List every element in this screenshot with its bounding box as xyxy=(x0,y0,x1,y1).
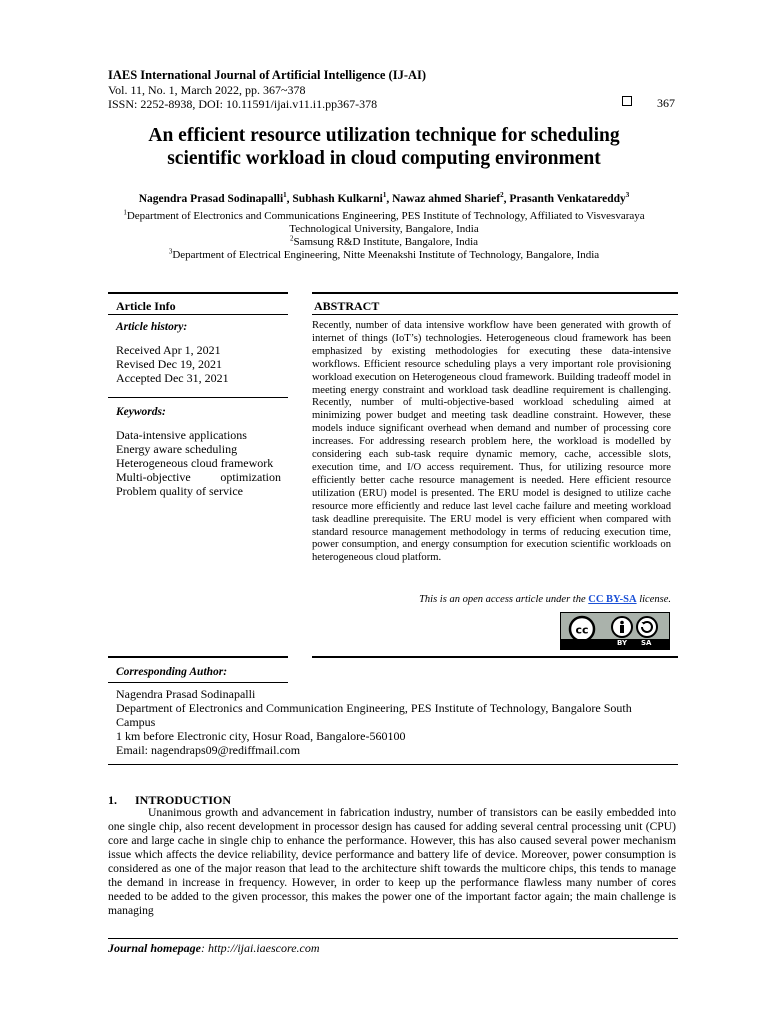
abstract-top-rule xyxy=(312,292,678,294)
paper-title xyxy=(100,124,668,170)
author-affiliation-mark: 2 xyxy=(500,191,504,200)
badge-by-label: BY xyxy=(617,639,628,647)
corresponding-address: 1 km before Electronic city, Hosur Road, Bangalore-560100 xyxy=(116,729,406,743)
cc-icon-text: cc xyxy=(575,623,589,637)
author-affiliation-mark: 1 xyxy=(283,191,287,200)
article-info-heading: Article Info xyxy=(116,299,176,313)
license-statement xyxy=(312,594,671,605)
abstract-divider xyxy=(312,314,678,315)
author-separator: , xyxy=(503,193,510,205)
author-name: Nagendra Prasad Sodinapalli xyxy=(138,193,284,205)
affiliation-number: 1 xyxy=(123,208,127,217)
article-info-divider xyxy=(108,314,288,315)
received-date: Received Apr 1, 2021 xyxy=(116,343,221,357)
share-alike-icon xyxy=(637,617,657,637)
corresponding-email: Email: nagendraps09@rediffmail.com xyxy=(116,743,301,757)
journal-homepage xyxy=(108,941,320,956)
affiliation-2 xyxy=(100,236,668,249)
square-icon xyxy=(622,96,632,106)
author-affiliation-mark: 1 xyxy=(382,191,387,200)
abstract-heading: ABSTRACT xyxy=(314,299,380,313)
abstract-bottom-rule xyxy=(312,656,678,658)
section-number: 1. xyxy=(108,793,117,807)
article-history-heading: Article history: xyxy=(116,321,188,333)
author-name: Prasanth Venkatareddy xyxy=(509,193,626,205)
author-list xyxy=(100,193,668,205)
license-suffix: license. xyxy=(636,594,671,605)
affiliation-number: 3 xyxy=(168,247,173,256)
corresponding-department: Department of Electronics and Communication Engineering, PES Institute of Technology, Bangalore South xyxy=(116,701,632,715)
title-line-1: An efficient resource utilization technique for scheduling xyxy=(148,125,620,146)
article-info-top-rule xyxy=(108,292,288,294)
affiliation-text: Technological University, Bangalore, India xyxy=(289,223,479,235)
keyword-item: Multi-objective optimization xyxy=(116,470,281,484)
keyword-item: Heterogeneous cloud framework xyxy=(116,456,274,470)
license-prefix: This is an open access article under the xyxy=(419,594,589,605)
article-info-divider xyxy=(108,397,288,398)
affiliation-text: Samsung R&D Institute, Bangalore, India xyxy=(293,236,479,248)
revised-date: Revised Dec 19, 2021 xyxy=(116,357,222,371)
abstract-text: Recently, number of data intensive workflow have been generated with growth of internet of things (IoT’s) technologies. Heterogeneous cloud framework has been emphasized by existing methodologies for executing these data-intensive workflows. Efficient resource scheduling plays a very important role provisioning workload execution on Heterogeneous cloud framework. Building tradeoff model in meeting energy constraint and workload task deadline requirement is challenging. Recently, number of multi-objective-based workload scheduling aimed at minimizing power budget and meeting task deadline constraint. However, these models induce significant overhead when demand and number of processing core increases. For addressing research problem here, the workload is modelled by considering each sub-task require dynamic memory, cache, accessible slots, execution time, and I/O access requirement. Thus, for utilizing resource more efficiently better cache resource management is needed. Here efficient resource utilization (ERU) model is presented. The ERU model is designed to utilize cache resource more efficiently and reduce last level cache failure and meeting workload task deadline prerequisite. The ERU model is very efficient when compared with standard resource management methodology in terms of reducing execution time, power consumption, and energy consumption for execution scientific workloads on heterogeneous cloud platform. xyxy=(312,320,671,564)
cc-by-sa-link[interactable]: CC BY-SA xyxy=(588,594,637,605)
homepage-label: Journal homepage xyxy=(108,941,202,955)
footer-rule xyxy=(108,938,678,939)
badge-label-strip xyxy=(561,639,669,649)
person-icon-body xyxy=(620,625,624,633)
section-title: INTRODUCTION xyxy=(135,793,232,807)
corresponding-author-heading: Corresponding Author: xyxy=(116,666,228,678)
introduction-paragraph: Unanimous growth and advancement in fabrication industry, number of transistors can be easily embedded into one single chip, also recent development in processor design has caused for adding several central processing unit (CPU) core and large cache in single chip to enhance the performance. However, this has also caused several power mechanism issue which affects the device reliability, device performance and battery life of device. Moreover, power consumption is considered as one of the major reason that lead to the architecture shift towards the multicore chips, this tends to manage the demand in increase in frequency. However, in order to keep up the performance flawless many number of cores needed to be added to the given processor, this makes the power one of the important factor again; the main challenge is managing xyxy=(108,806,676,917)
page-number: 367 xyxy=(657,96,675,110)
author-separator: , xyxy=(386,193,393,205)
author-separator: , xyxy=(286,193,293,205)
article-info-bottom-rule xyxy=(108,656,288,658)
keywords-heading: Keywords: xyxy=(116,406,166,418)
accepted-date: Accepted Dec 31, 2021 xyxy=(116,371,229,385)
corresponding-name: Nagendra Prasad Sodinapalli xyxy=(116,687,256,701)
affiliation-text: Department of Electronics and Communications Engineering, PES Institute of Technology, Affiliated to Visvesvaraya xyxy=(126,210,645,222)
corresponding-divider xyxy=(108,682,288,683)
issn-doi-line: ISSN: 2252-8938, DOI: 10.11591/ijai.v11.i1.pp367-378 xyxy=(108,97,378,111)
journal-name: IAES International Journal of Artificial Intelligence (IJ-AI) xyxy=(108,68,427,82)
cc-license-icons xyxy=(561,613,669,641)
affiliation-text: Department of Electrical Engineering, Nitte Meenakshi Institute of Technology, Bangalore, India xyxy=(172,249,600,261)
affiliation-number: 2 xyxy=(289,234,294,243)
keyword-item: Problem quality of service xyxy=(116,484,243,498)
corresponding-bottom-rule xyxy=(108,764,678,765)
cc-by-sa-badge[interactable] xyxy=(560,612,670,650)
keyword-item: Energy aware scheduling xyxy=(116,442,238,456)
affiliation-1 xyxy=(100,210,668,236)
author-name: Nawaz ahmed Sharief xyxy=(392,193,501,205)
author-affiliation-mark: 3 xyxy=(625,191,630,200)
introduction-text xyxy=(108,806,676,918)
homepage-url[interactable]: : http://ijai.iaescore.com xyxy=(201,941,320,955)
corresponding-campus: Campus xyxy=(116,715,156,729)
volume-line: Vol. 11, No. 1, March 2022, pp. 367~378 xyxy=(108,83,306,97)
author-name: Subhash Kulkarni xyxy=(292,193,383,205)
title-line-2: scientific workload in cloud computing environment xyxy=(167,148,601,169)
affiliation-3 xyxy=(100,249,668,262)
person-icon-head xyxy=(620,621,624,625)
badge-sa-label: SA xyxy=(641,639,652,647)
keyword-item: Data-intensive applications xyxy=(116,428,247,442)
